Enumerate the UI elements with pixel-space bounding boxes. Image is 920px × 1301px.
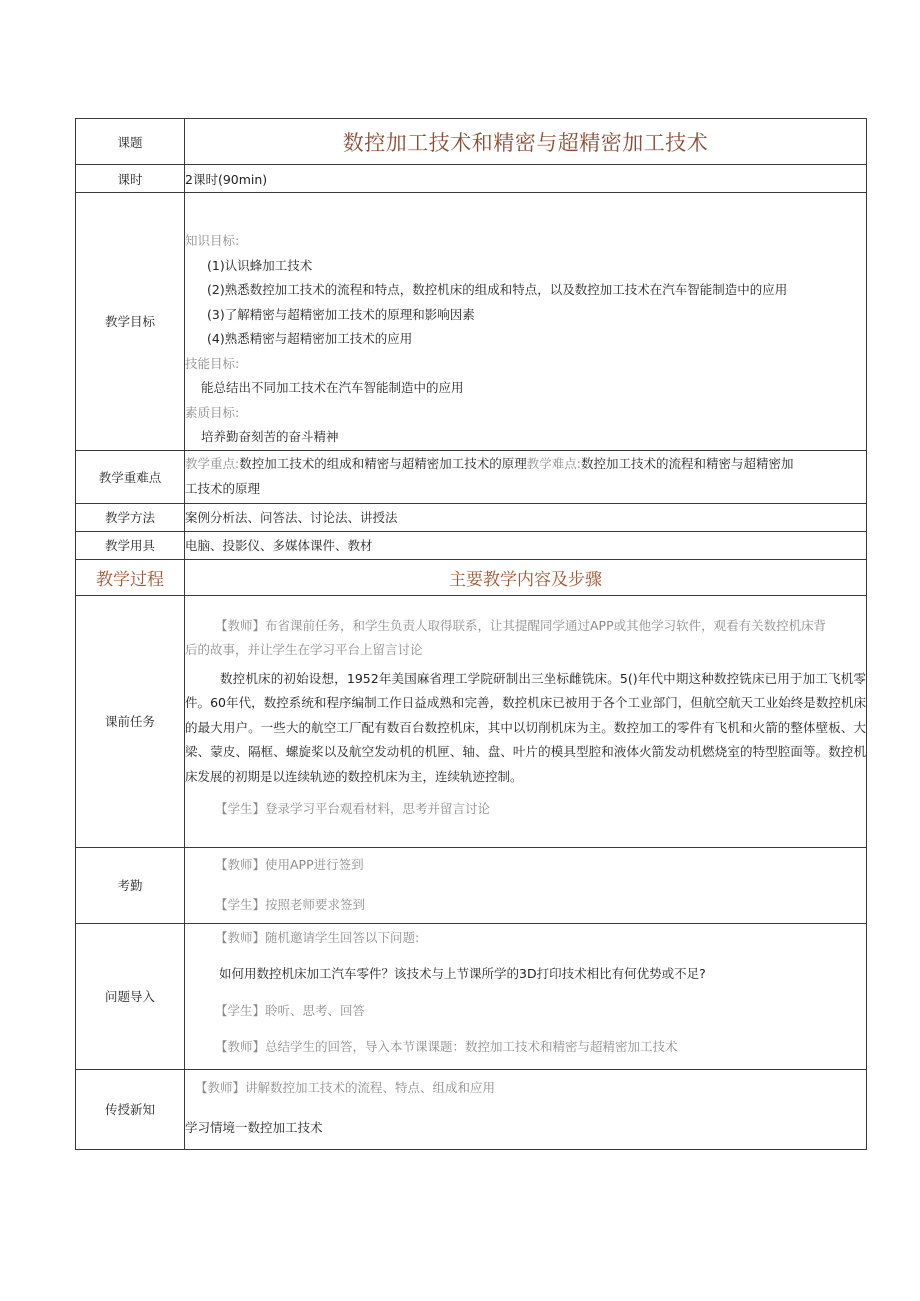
lesson-plan-table [75,118,867,1150]
difficult-heading: 教学难点: [526,456,581,471]
tools-row [76,531,867,559]
pre-class-teacher-line2: 后的故事，并让学生在学习平台上留言讨论 [185,642,423,657]
process-header-left: 教学过程 [76,559,185,595]
hours-row [76,165,867,193]
intro-teacher-1: 【教师】随机邀请学生回答以下问题: [215,929,420,945]
tools-value: 电脑、投影仪、多媒体课件、教材 [185,531,867,559]
knowledge-heading: 知识目标: [185,233,240,248]
attendance-row [76,847,867,923]
pre-class-content [185,595,867,847]
skill-heading: 技能目标: [185,355,240,371]
intro-content [185,923,867,1069]
intro-label: 问题导入 [76,923,185,1069]
difficult-text-continued: 工技术的原理 [185,480,261,496]
quality-text: 培养勤奋刻苦的奋斗精神 [201,429,339,444]
knowledge-item-2: (2)熟悉数控加工技术的流程和特点，数控机床的组成和特点，以及数控加工技术在汽车智能制造中的应用 [207,282,788,297]
pre-class-row [76,595,867,847]
intro-row [76,923,867,1069]
attendance-teacher: 【教师】使用APP进行签到 [215,857,364,872]
key-points-label: 教学重难点 [76,450,185,503]
key-points-content [185,450,867,503]
key-heading: 教学重点: [185,456,240,471]
goals-content [185,193,867,451]
key-text: 数控加工技术的组成和精密与超精密加工技术的原理 [239,456,527,471]
methods-label: 教学方法 [76,503,185,531]
intro-teacher-2: 【教师】总结学生的回答，导入本节课课题：数控加工技术和精密与超精密加工技术 [215,1039,678,1054]
methods-row [76,503,867,531]
pre-class-story: 数控机床的初始设想，1952年美国麻省理工学院研制出三坐标雌铣床。5()年代中期这种数控铣床已用于加工飞机零件。60年代，数控系统和程序编制工作日益成熟和完善，数控机床已被用于各个工业部门，但航空航天工业始终是数控机床的最大用户。一些大的航空工厂配有数百台数控机床，其中以切削机床为主。数控加工的零件有飞机和火箭的整体壁板、大梁、蒙皮、隔框、螺旋桨以及航空发动机的机匣、轴、盘、叶片的模具型腔和液体火箭发动机燃烧室的特型腔面等。数控机床发展的初期是以连续轨迹的数控机床为主，连续轨迹控制。 [185,670,866,784]
attendance-student: 【学生】按照老师要求签到 [215,896,366,912]
methods-value: 案例分析法、问答法、讨论法、讲授法 [185,503,867,531]
pre-class-label: 课前任务 [76,595,185,847]
topic-title: 数控加工技术和精密与超精密加工技术 [185,119,867,165]
process-header-row [76,559,867,595]
new-knowledge-label: 传授新知 [76,1069,185,1149]
knowledge-item-3: (3)了解精密与超精密加工技术的原理和影响因素 [207,306,475,322]
tools-label: 教学用具 [76,531,185,559]
attendance-content [185,847,867,923]
goals-label: 教学目标 [76,193,185,451]
pre-class-student: 【学生】登录学习平台观看材料，思考并留言讨论 [215,801,491,816]
topic-row [76,119,867,165]
new-knowledge-scenario: 学习情境一数控加工技术 [185,1120,323,1135]
attendance-label: 考勤 [76,847,185,923]
key-points-row [76,450,867,503]
intro-question: 如何用数控机床加工汽车零件？该技术与上节课所学的3D打印技术相比有何优势或不足? [219,966,706,981]
new-knowledge-content [185,1069,867,1149]
skill-text: 能总结出不同加工技术在汽车智能制造中的应用 [201,380,464,395]
quality-heading: 素质目标: [185,404,240,420]
hours-label: 课时 [76,165,185,193]
process-header-right: 主要教学内容及步骤 [185,559,867,595]
topic-label: 课题 [76,119,185,165]
goals-row [76,193,867,451]
pre-class-teacher-line1: 【教师】布省课前任务，和学生负责人取得联系，让其提醒同学通过APP或其他学习软件，观看有关数控机床背 [215,617,827,633]
difficult-text: 数控加工技术的流程和精密与超精密加 [580,456,794,471]
new-knowledge-teacher: 【教师】讲解数控加工技术的流程、特点、组成和应用 [195,1079,496,1095]
knowledge-item-1: (1)认识蜂加工技术 [207,257,313,273]
hours-value: 2课时(90min) [185,165,867,193]
new-knowledge-row [76,1069,867,1149]
knowledge-item-4: (4)熟悉精密与超精密加工技术的应用 [207,331,413,346]
intro-student: 【学生】聆听、思考、回答 [215,1002,366,1018]
